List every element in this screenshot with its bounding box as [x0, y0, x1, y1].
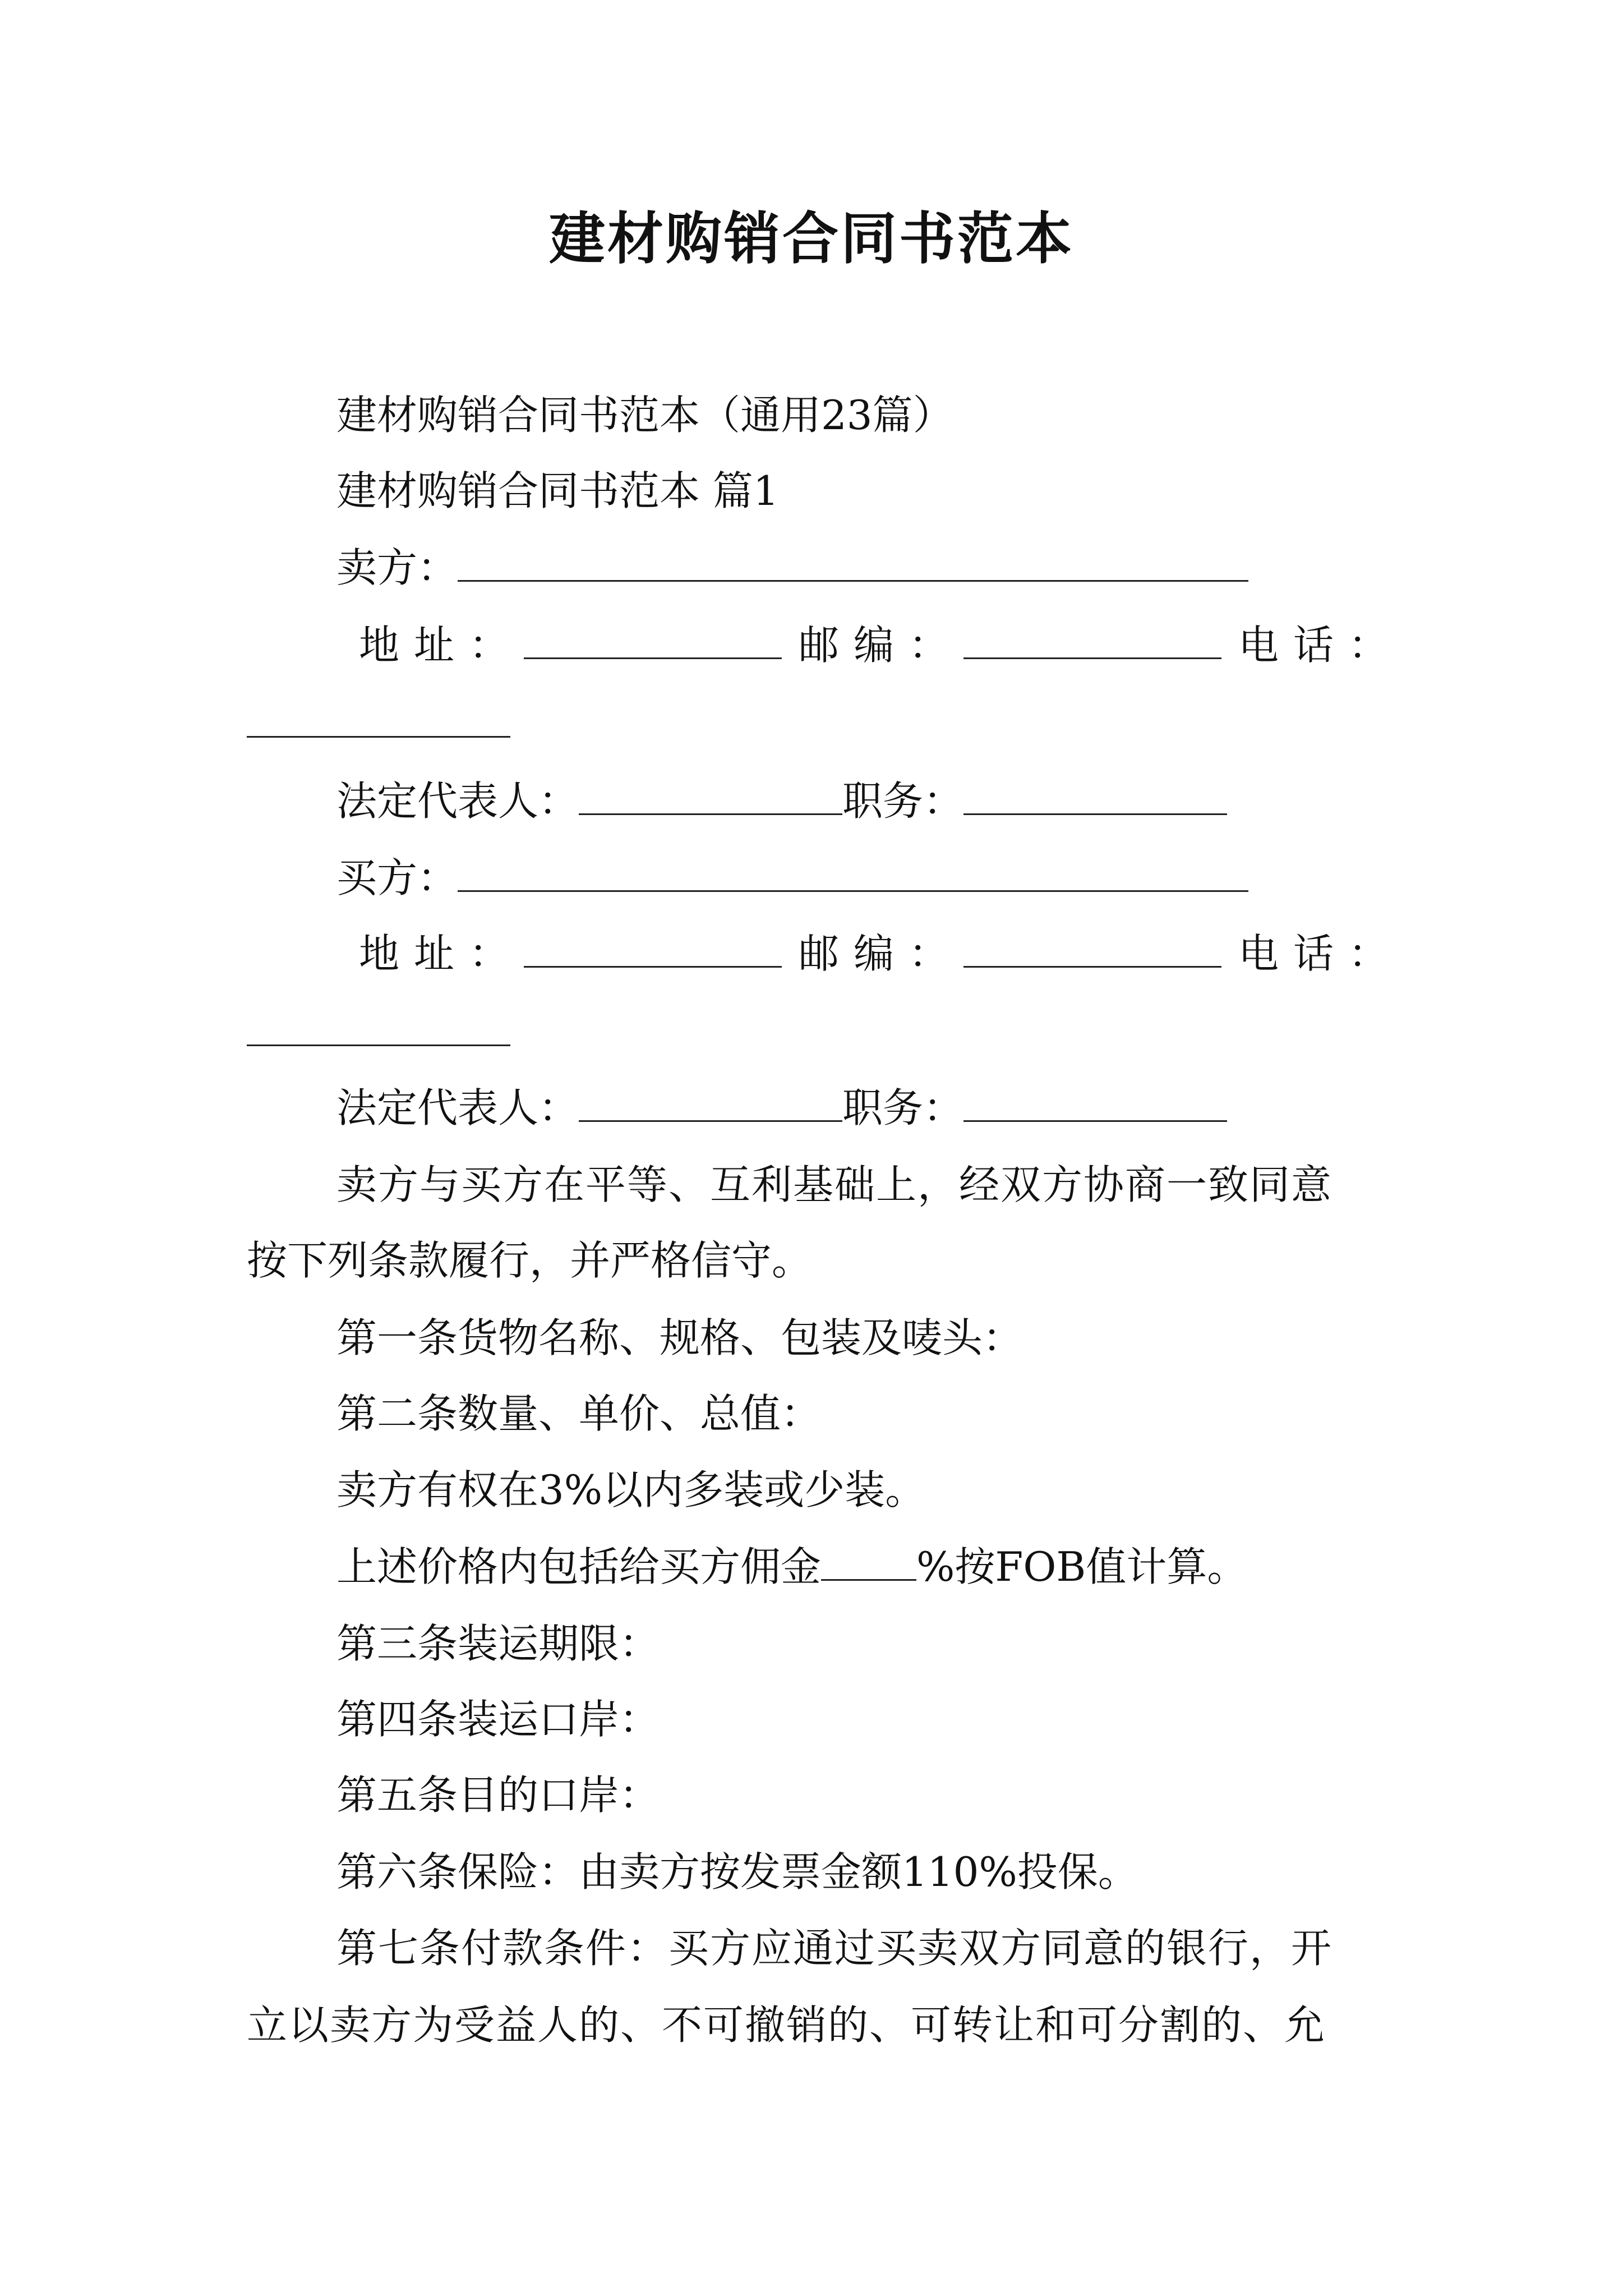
seller-label: 卖方：	[336, 544, 458, 591]
document-title: 建材购销合同书范本	[549, 205, 1074, 272]
buyer-position-blank	[963, 1087, 1227, 1122]
seller-address-row	[359, 617, 1403, 673]
buyer-address-row	[359, 926, 1403, 982]
buyer-address-blank	[524, 932, 782, 968]
clause-7-line-1: 第七条付款条件：买方应通过买卖双方同意的银行，开	[336, 1925, 1333, 1972]
seller-postcode-label: 邮编：	[799, 622, 964, 669]
seller-phone-blank	[247, 702, 510, 738]
seller-address-label: 地址：	[359, 622, 524, 669]
clause-6: 第六条保险：由卖方按发票金额110%投保。	[336, 1848, 1138, 1895]
clause-4: 第四条装运口岸：	[336, 1696, 660, 1743]
clause-5: 第五条目的口岸：	[336, 1772, 660, 1819]
buyer-position-label: 职务：	[842, 1084, 964, 1131]
seller-rep-label: 法定代表人：	[336, 777, 579, 825]
commission-blank	[821, 1545, 916, 1581]
seller-blank	[458, 546, 1248, 582]
seller-phone-label: 电话：	[1238, 622, 1404, 669]
seller-address-blank	[524, 624, 782, 659]
seller-position-label: 职务：	[842, 777, 964, 825]
intro-line-2: 按下列条款履行，并严格信守。	[247, 1237, 813, 1284]
buyer-postcode-blank	[963, 932, 1221, 968]
buyer-blank	[458, 857, 1248, 892]
seller-phone-blank-row	[247, 696, 510, 752]
buyer-phone-blank-row	[247, 1004, 510, 1060]
buyer-rep-row	[336, 1080, 1227, 1136]
clause-1: 第一条货物名称、规格、包装及唛头：	[336, 1314, 1023, 1361]
intro-line-1: 卖方与买方在平等、互利基础上，经双方协商一致同意	[336, 1161, 1333, 1208]
buyer-rep-blank	[579, 1087, 842, 1122]
seller-rep-row	[336, 773, 1227, 829]
buyer-address-label: 地址：	[359, 930, 524, 977]
seller-position-blank	[963, 780, 1227, 815]
section-heading: 建材购销合同书范本 篇1	[336, 467, 779, 514]
buyer-phone-label: 电话：	[1238, 930, 1404, 977]
buyer-row	[336, 850, 1248, 906]
document-subtitle: 建材购销合同书范本（通用23篇）	[336, 392, 953, 439]
commission-row	[336, 1539, 1247, 1595]
seller-postcode-blank	[963, 624, 1221, 659]
clause-2-note: 卖方有权在3%以内多装或少装。	[336, 1466, 926, 1513]
buyer-label: 买方：	[336, 854, 458, 901]
seller-row	[336, 540, 1248, 596]
buyer-postcode-label: 邮编：	[799, 930, 964, 977]
commission-text-after: %按FOB值计算。	[916, 1543, 1248, 1590]
clause-7-line-2: 立以卖方为受益人的、不可撤销的、可转让和可分割的、允	[247, 2001, 1326, 2049]
clause-3: 第三条装运期限：	[336, 1620, 660, 1667]
clause-2: 第二条数量、单价、总值：	[336, 1390, 822, 1437]
buyer-rep-label: 法定代表人：	[336, 1084, 579, 1131]
buyer-phone-blank	[247, 1011, 510, 1046]
commission-text-before: 上述价格内包括给买方佣金	[336, 1543, 822, 1590]
seller-rep-blank	[579, 780, 842, 815]
